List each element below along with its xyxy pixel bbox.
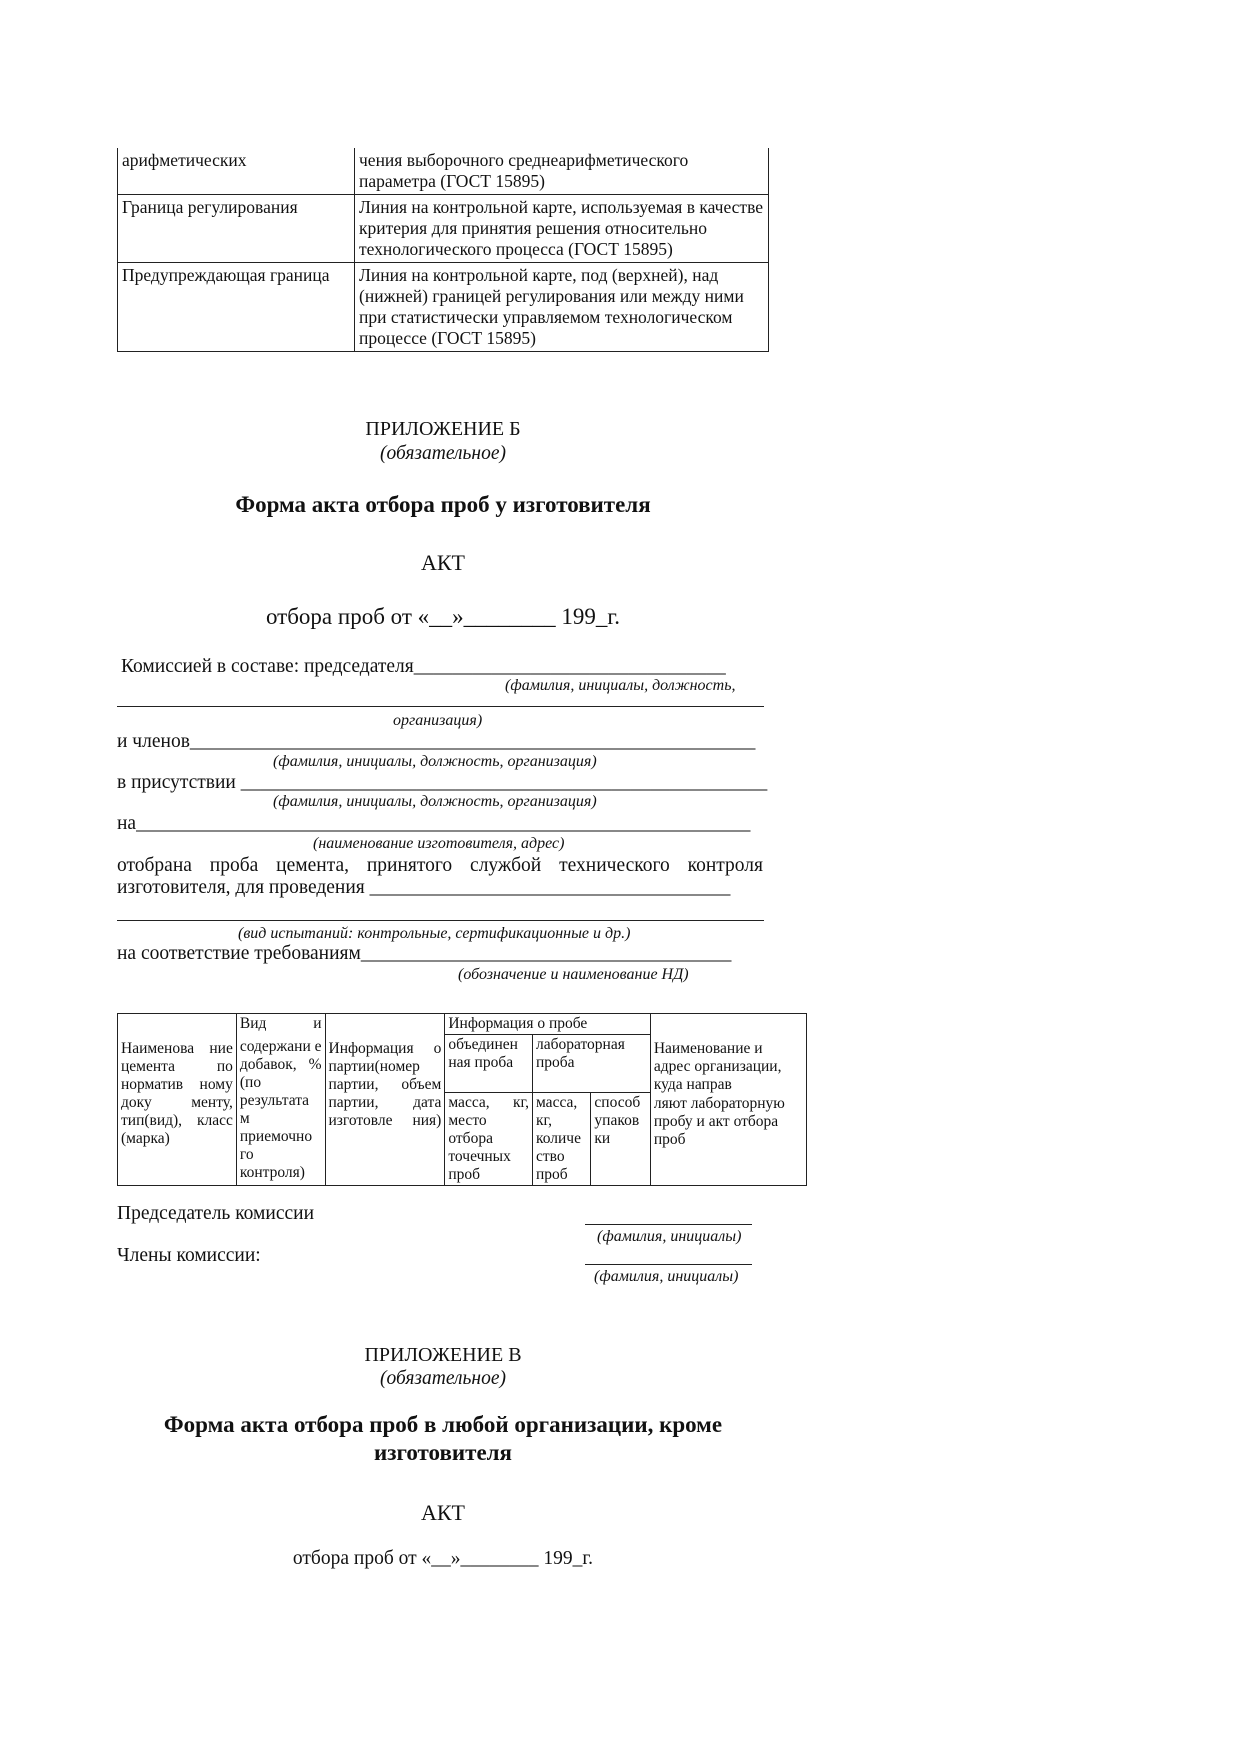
annex-v-form-title-2: изготовителя xyxy=(373,1440,512,1465)
hint-members: (фамилия, инициалы, должность, организация) xyxy=(273,753,597,770)
term-cell: Предупреждающая граница xyxy=(118,263,355,352)
sample-text: отобрана проба цемента, принятого службой технического контроля xyxy=(117,855,763,876)
definition-cell: чения выборочного среднеарифметического параметра (ГОСТ 15895) xyxy=(355,148,769,195)
sample-info-header: Информация о пробе xyxy=(445,1014,650,1035)
chair-signature-line xyxy=(585,1224,752,1225)
lab-sample-packing: способ упаков ки xyxy=(591,1093,650,1186)
chair-hint: (фамилия, инициалы) xyxy=(597,1228,742,1245)
commission-line: Комиссией в составе: председателя________________________________ xyxy=(121,656,726,677)
lab-sample-header: лабораторная проба xyxy=(532,1035,650,1093)
destination-header-2: ляют лабораторную пробу и акт отбора проб xyxy=(653,1095,785,1148)
definition-cell: Линия на контрольной карте, под (верхней), над (нижней) границей регулирования или между ними при статистически управляемом технологическом процессе (ГОСТ 15895) xyxy=(355,263,769,352)
table-row xyxy=(118,148,769,195)
destination-header xyxy=(650,1014,806,1186)
chair-label: Председатель комиссии xyxy=(117,1203,315,1224)
members-line: и членов__________________________________________________________ xyxy=(117,731,756,752)
combined-sample-detail: масса, кг, место отбора точечных проб xyxy=(445,1093,533,1186)
term-cell: арифметических xyxy=(118,148,355,195)
members-hint: (фамилия, инициалы) xyxy=(594,1268,739,1285)
combined-sample-header: объединен ная проба xyxy=(445,1035,533,1093)
members-label: Члены комиссии: xyxy=(117,1245,261,1266)
at-line: на_______________________________________________________________ xyxy=(117,813,751,834)
table-row xyxy=(118,195,769,263)
annex-v-akt-date: отбора проб от «__»________ 199_г. xyxy=(292,1548,594,1569)
annex-v-status: (обязательное) xyxy=(380,1368,506,1389)
destination-header-1: Наименование и адрес организации, куда направ xyxy=(653,1040,782,1093)
hint-presence: (фамилия, инициалы, должность, организация) xyxy=(273,793,597,810)
hint-tests: (вид испытаний: контрольные, сертификационные и др.) xyxy=(238,925,631,942)
additives-header-top: Вид и xyxy=(239,1015,322,1032)
annex-b-akt: АКТ xyxy=(421,550,465,575)
annex-b-status: (обязательное) xyxy=(380,443,506,464)
members-signature-line xyxy=(585,1264,752,1265)
lab-sample-mass: масса, кг, количе ство проб xyxy=(532,1093,590,1186)
definition-cell: Линия на контрольной карте, используемая в качестве критерия для принятия решения относительно технологического процесса (ГОСТ 15895) xyxy=(355,195,769,263)
additives-header-body: содержани е добавок, % (по результата м приемочно го контроля) xyxy=(239,1038,322,1181)
term-cell: Граница регулирования xyxy=(118,195,355,263)
table-row xyxy=(118,263,769,352)
hint-nd: (обозначение и наименование НД) xyxy=(458,966,689,983)
annex-b-form-title: Форма акта отбора проб у изготовителя xyxy=(235,492,651,517)
presence-line: в присутствии ______________________________________________________ xyxy=(117,772,768,793)
batch-info-header: Информация о партии(номер партии, объем партии, дата изготовле ния) xyxy=(325,1014,445,1186)
compliance-line: на соответствие требованиям______________________________________ xyxy=(117,943,732,964)
hint-at: (наименование изготовителя, адрес) xyxy=(313,835,565,852)
annex-b-title: ПРИЛОЖЕНИЕ Б xyxy=(365,418,521,440)
hint-chair-2: организация) xyxy=(393,712,483,729)
additives-header xyxy=(236,1014,325,1186)
sample-act-table xyxy=(117,1013,807,1186)
blank-rule xyxy=(117,706,764,707)
annex-v-form-title-1: Форма акта отбора проб в любой организации, кроме xyxy=(163,1412,723,1437)
blank-rule xyxy=(117,920,764,921)
hint-chair-1: (фамилия, инициалы, должность, xyxy=(505,677,736,694)
terms-table xyxy=(117,148,769,352)
annex-v-akt: АКТ xyxy=(421,1500,465,1525)
annex-v-title: ПРИЛОЖЕНИЕ В xyxy=(364,1344,522,1366)
purpose-line: изготовителя, для проведения _____________________________________ xyxy=(117,877,731,898)
table-row xyxy=(118,1014,807,1035)
cement-name-header: Наименова ние цемента по норматив ному доку менту, тип(вид), класс (марка) xyxy=(118,1014,237,1186)
annex-b-akt-date: отбора проб от «__»________ 199_г. xyxy=(265,604,620,629)
